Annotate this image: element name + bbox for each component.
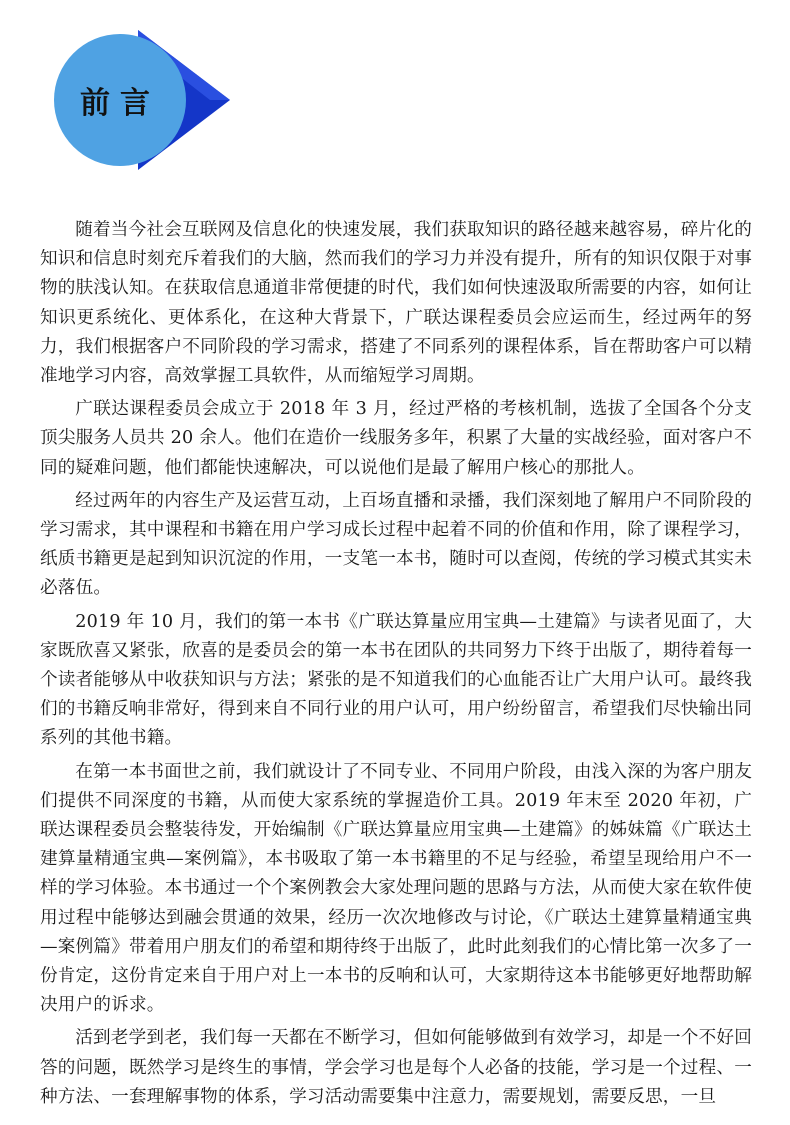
paragraph: 经过两年的内容生产及运营互动，上百场直播和录播，我们深刻地了解用户不同阶段的学习需求，其中课程和书籍在用户学习成长过程中起着不同的价值和作用，除了课程学习，纸质书籍更是起到知识沉淀的作用，一支笔一本书，随时可以查阅，传统的学习模式其实未必落伍。 [40,490,752,599]
paragraph: 2019 年 10 月，我们的第一本书《广联达算量应用宝典—土建篇》与读者见面了，大家既欣喜又紧张，欣喜的是委员会的第一本书在团队的共同努力下终于出版了，期待着每一个读者能够从中收获知识与方法；紧张的是不知道我们的心血能否让广大用户认可。最终我们的书籍反响非常好，得到来自不同行业的用户认可，用户纷纷留言，希望我们尽快输出同系列的其他书籍。 [40,611,752,749]
section-header-badge [40,20,240,190]
paragraph: 活到老学到老，我们每一天都在不断学习，但如何能够做到有效学习，却是一个不好回答的问题，既然学习是终生的事情，学会学习也是每个人必备的技能，学习是一个过程、一种方法、一套理解事物的体系，学习活动需要集中注意力，需要规划，需要反思，一旦 [40,1028,752,1107]
paragraph: 广联达课程委员会成立于 2018 年 3 月，经过严格的考核机制，选拔了全国各个分支顶尖服务人员共 20 余人。他们在造价一线服务多年，积累了大量的实战经验，面对客户不同的疑难问题，他们都能快速解决，可以说他们是最了解用户核心的那批人。 [40,399,752,478]
page-title: 前言 [80,86,160,121]
preface-body [40,216,752,1116]
paragraph: 在第一本书面世之前，我们就设计了不同专业、不同用户阶段，由浅入深的为客户朋友们提供不同深度的书籍，从而使大家系统的掌握造价工具。2019 年末至 2020 年初，广联达课程委员会整装待发，开始编制《广联达算量应用宝典—土建篇》的姊妹篇《广联达土建算量精通宝典—案例篇》，本书吸取了第一本书籍里的不足与经验，希望呈现给用户不一样的学习体验。本书通过一个个案例教会大家处理问题的思路与方法，从而使大家在软件使用过程中能够达到融会贯通的效果，经历一次次地修改与讨论，《广联达土建算量精通宝典—案例篇》带着用户朋友们的希望和期待终于出版了，此时此刻我们的心情比第一次多了一份肯定，这份肯定来自于用户对上一本书的反响和认可，大家期待这本书能够更好地帮助解决用户的诉求。 [40,761,752,1016]
paragraph: 随着当今社会互联网及信息化的快速发展，我们获取知识的路径越来越容易，碎片化的知识和信息时刻充斥着我们的大脑，然而我们的学习力并没有提升，所有的知识仅限于对事物的肤浅认知。在获取信息通道非常便捷的时代，我们如何快速汲取所需要的内容，如何让知识更系统化、更体系化，在这种大背景下，广联达课程委员会应运而生，经过两年的努力，我们根据客户不同阶段的学习需求，搭建了不同系列的课程体系，旨在帮助客户可以精准地学习内容，高效掌握工具软件，从而缩短学习周期。 [40,220,752,387]
